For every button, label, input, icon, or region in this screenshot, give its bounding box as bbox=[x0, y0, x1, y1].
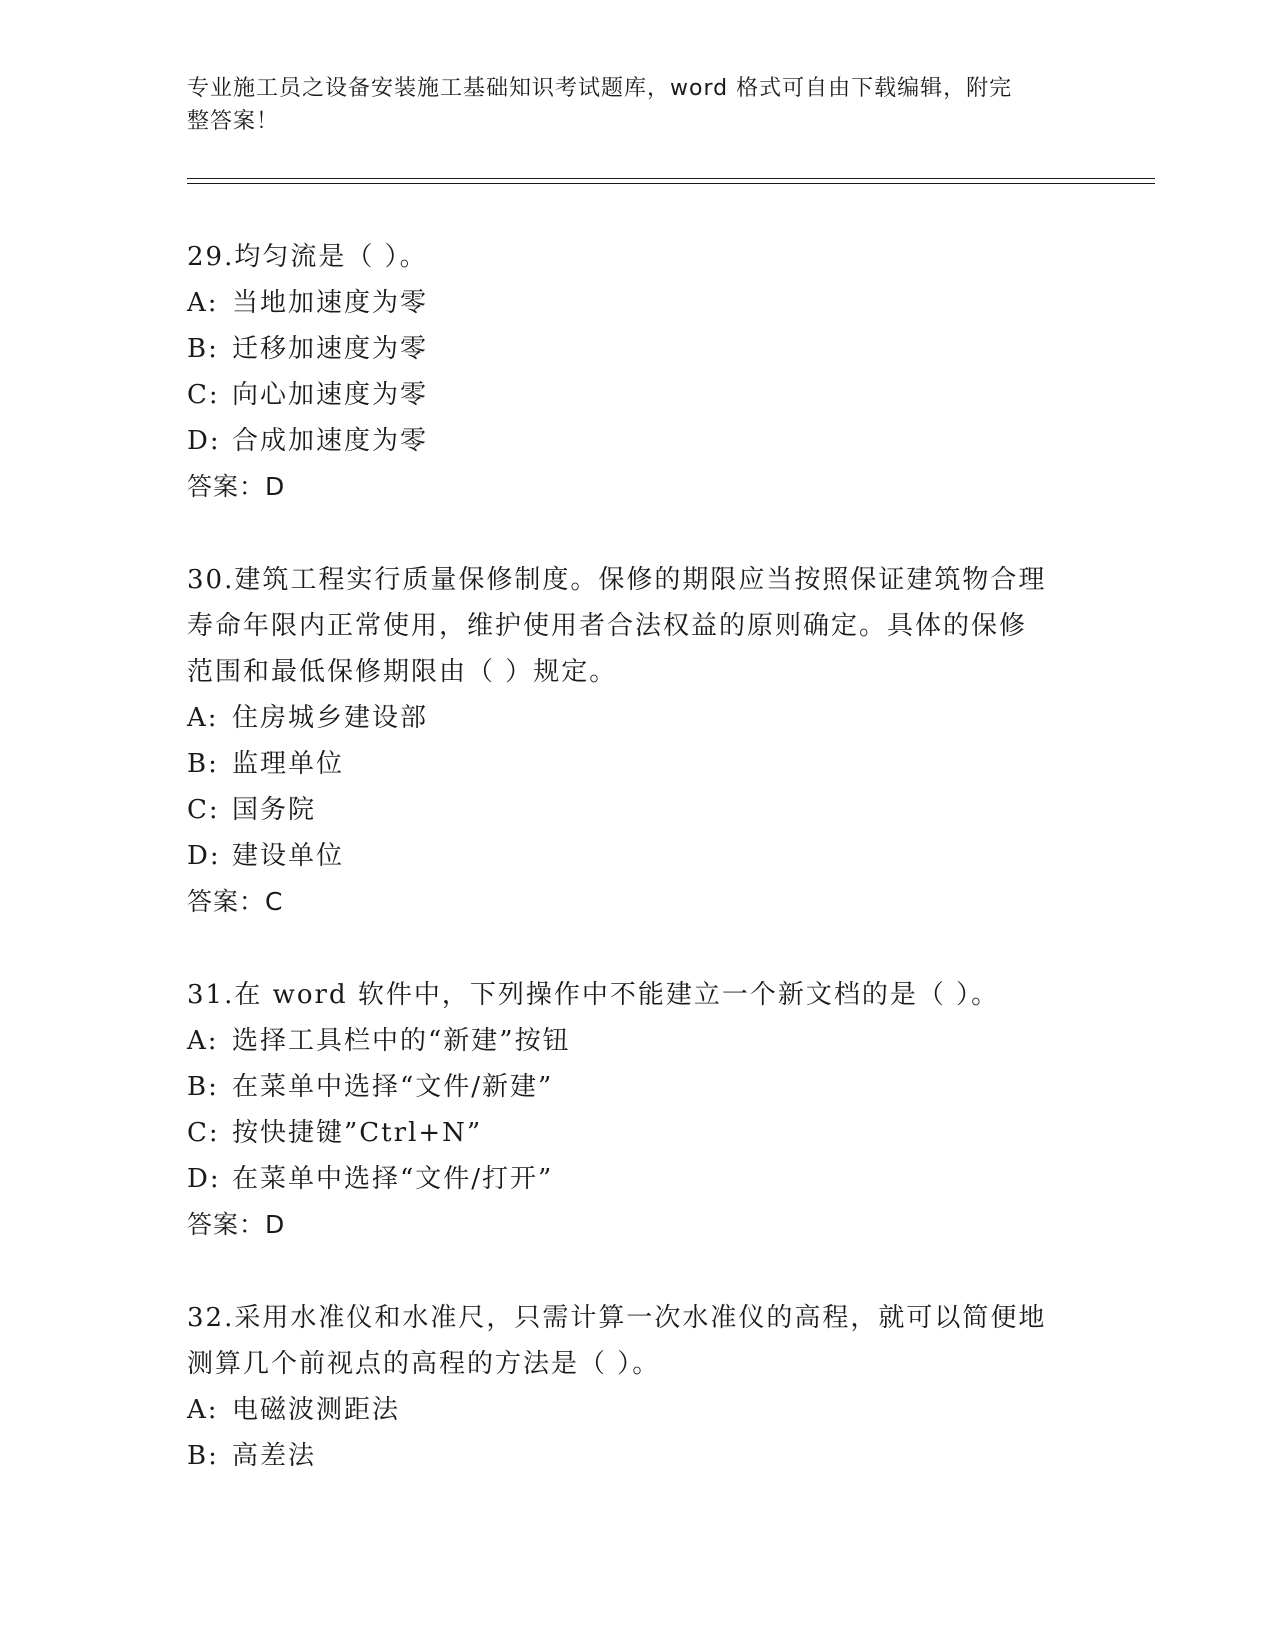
option-text: 在菜单中选择“文件/打开” bbox=[232, 1164, 554, 1194]
option-b bbox=[187, 326, 1087, 372]
question-stem: 寿命年限内正常使用，维护使用者合法权益的原则确定。具体的保修 bbox=[187, 611, 1028, 641]
question-stem: 29.均匀流是（ ）。 bbox=[187, 242, 428, 272]
option-c bbox=[187, 1110, 1087, 1156]
header-divider-bottom bbox=[187, 183, 1155, 184]
option-text: 高差法 bbox=[232, 1441, 317, 1471]
option-a bbox=[187, 1387, 1087, 1433]
option-letter: C: bbox=[187, 1118, 220, 1148]
option-a bbox=[187, 695, 1087, 741]
option-letter: B: bbox=[187, 1072, 219, 1102]
option-letter: A: bbox=[187, 1395, 219, 1425]
question-29 bbox=[187, 234, 1087, 510]
question-stem: 30.建筑工程实行质量保修制度。保修的期限应当按照保证建筑物合理 bbox=[187, 565, 1047, 595]
option-letter: A: bbox=[187, 703, 219, 733]
option-text: 在菜单中选择“文件/新建” bbox=[232, 1072, 554, 1102]
option-letter: A: bbox=[187, 288, 219, 318]
option-b bbox=[187, 741, 1087, 787]
option-b bbox=[187, 1064, 1087, 1110]
option-letter: D: bbox=[187, 841, 221, 871]
header-line-2: 整答案！ bbox=[187, 109, 280, 134]
option-text: 建设单位 bbox=[232, 841, 345, 871]
option-letter: C: bbox=[187, 380, 220, 410]
option-c bbox=[187, 787, 1087, 833]
option-c bbox=[187, 372, 1087, 418]
option-d bbox=[187, 418, 1087, 464]
question-stem: 31.在 word 软件中，下列操作中不能建立一个新文档的是（ ）。 bbox=[187, 980, 1000, 1010]
answer: 答案：D bbox=[187, 1210, 286, 1239]
option-a bbox=[187, 1018, 1087, 1064]
option-text: 向心加速度为零 bbox=[232, 380, 429, 410]
question-30 bbox=[187, 557, 1087, 925]
option-text: 住房城乡建设部 bbox=[232, 703, 429, 733]
option-text: 合成加速度为零 bbox=[232, 426, 429, 456]
option-letter: A: bbox=[187, 1026, 219, 1056]
option-d bbox=[187, 1156, 1087, 1202]
option-letter: D: bbox=[187, 1164, 221, 1194]
option-letter: C: bbox=[187, 795, 220, 825]
answer: 答案：D bbox=[187, 472, 286, 501]
option-text: 选择工具栏中的“新建”按钮 bbox=[232, 1026, 571, 1056]
header-line-1: 专业施工员之设备安装施工基础知识考试题库，word 格式可自由下载编辑，附完 bbox=[187, 76, 1013, 101]
question-list bbox=[187, 234, 1087, 1526]
option-text: 迁移加速度为零 bbox=[232, 334, 429, 364]
question-stem: 测算几个前视点的高程的方法是（ ）。 bbox=[187, 1349, 661, 1379]
question-32 bbox=[187, 1295, 1087, 1479]
question-stem: 32.采用水准仪和水准尺，只需计算一次水准仪的高程，就可以简便地 bbox=[187, 1303, 1047, 1333]
header-divider-top bbox=[187, 178, 1155, 179]
option-text: 监理单位 bbox=[232, 749, 345, 779]
question-31 bbox=[187, 972, 1087, 1248]
option-text: 当地加速度为零 bbox=[232, 288, 429, 318]
document-header bbox=[187, 72, 1067, 138]
option-text: 电磁波测距法 bbox=[232, 1395, 401, 1425]
option-text: 国务院 bbox=[232, 795, 317, 825]
question-stem: 范围和最低保修期限由（ ）规定。 bbox=[187, 657, 618, 687]
option-letter: B: bbox=[187, 749, 219, 779]
option-d bbox=[187, 833, 1087, 879]
option-letter: B: bbox=[187, 1441, 219, 1471]
answer: 答案：C bbox=[187, 887, 284, 916]
option-a bbox=[187, 280, 1087, 326]
option-letter: B: bbox=[187, 334, 219, 364]
option-b bbox=[187, 1433, 1087, 1479]
option-text: 按快捷键”Ctrl+N” bbox=[232, 1118, 483, 1148]
option-letter: D: bbox=[187, 426, 221, 456]
